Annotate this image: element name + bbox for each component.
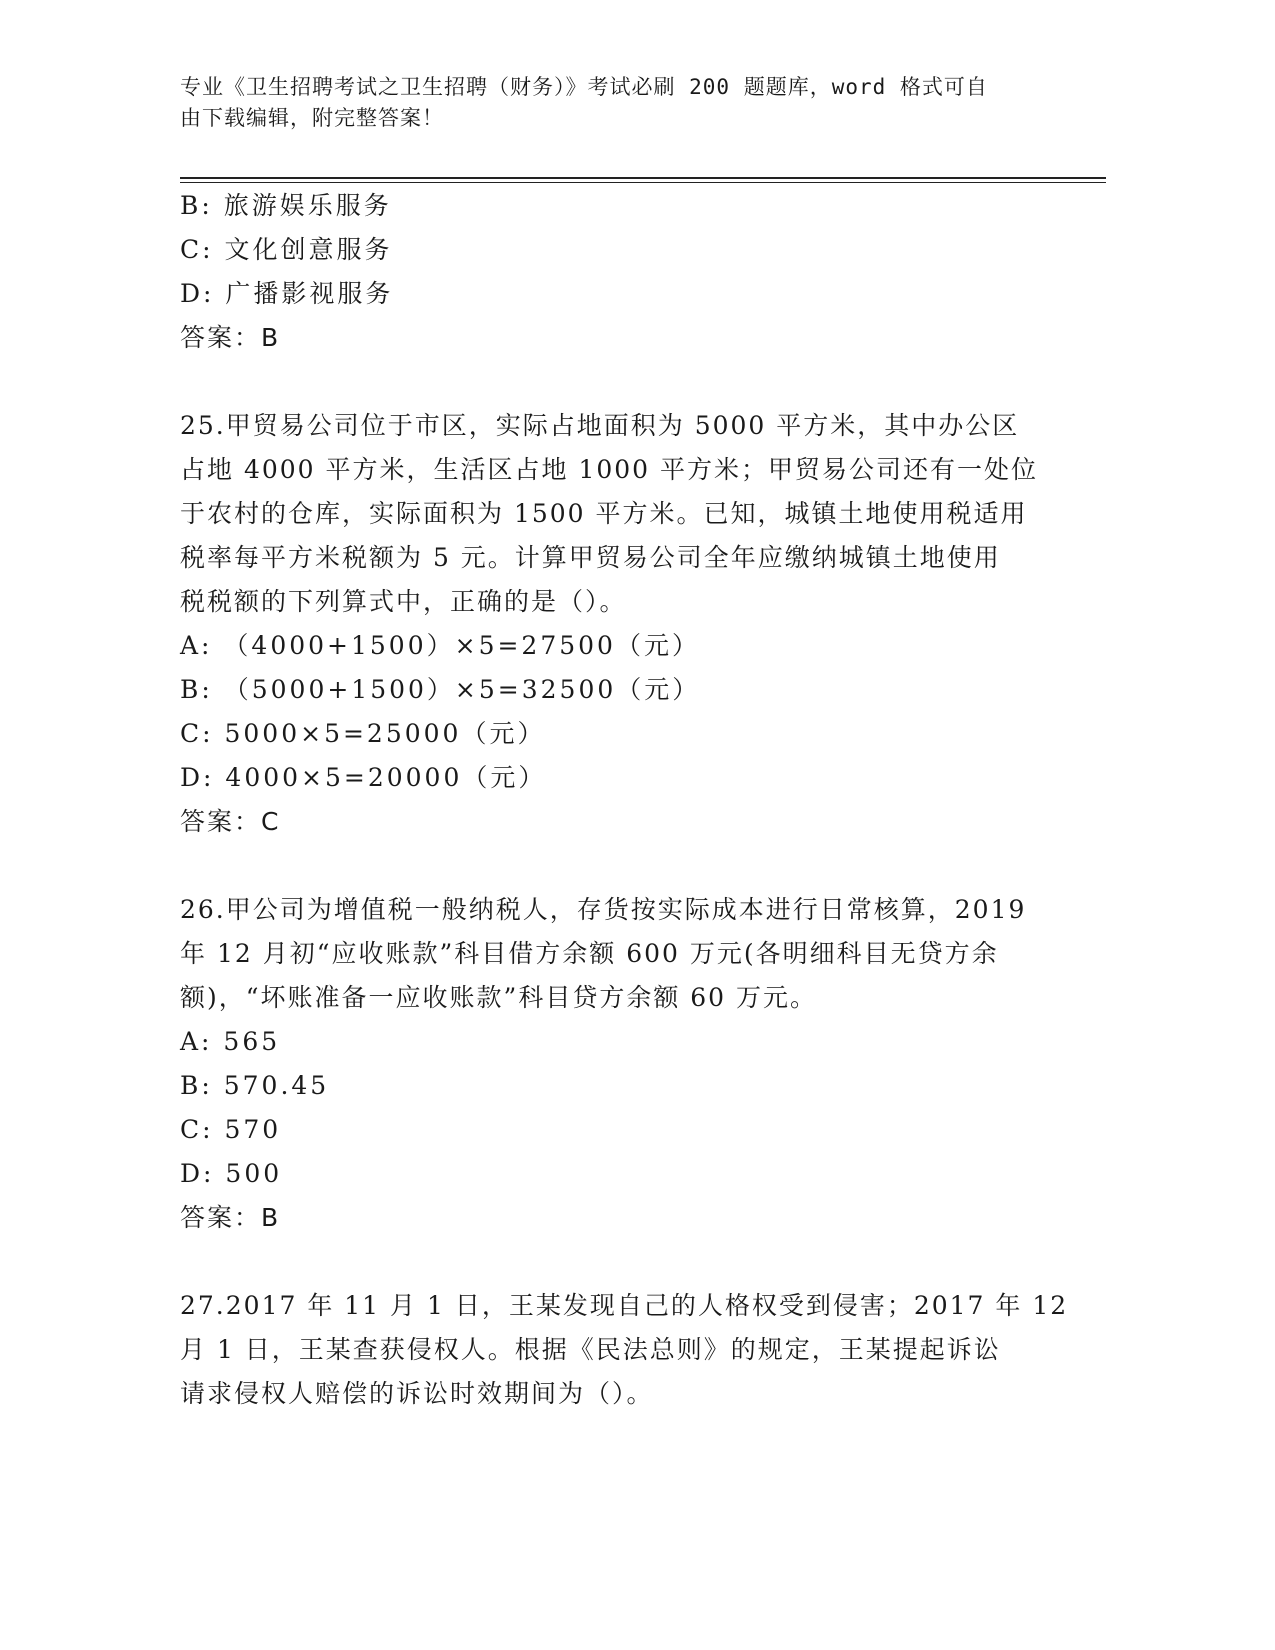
answer-line: 答案：B	[180, 1203, 281, 1232]
option-d: D: 广播影视服务	[180, 279, 394, 308]
option-b: B: （5000+1500）×5=32500（元）	[180, 675, 701, 704]
question-text-line: 25.甲贸易公司位于市区，实际占地面积为 5000 平方米，其中办公区	[180, 411, 1020, 440]
option-c: C: 文化创意服务	[180, 235, 393, 264]
option-a: A: （4000+1500）×5=27500（元）	[180, 631, 700, 660]
question-24-continued	[180, 184, 1030, 360]
question-25	[180, 404, 1039, 844]
document-body	[180, 184, 1069, 1416]
question-text-line: 请求侵权人赔偿的诉讼时效期间为（）。	[180, 1379, 654, 1408]
header-line-2: 由下载编辑，附完整答案！	[180, 106, 444, 130]
question-text-line: 税税额的下列算式中，正确的是（）。	[180, 587, 627, 616]
header-line-1: 专业《卫生招聘考试之卫生招聘（财务）》考试必刷 200 题题库，word 格式可自	[180, 75, 988, 99]
question-26	[180, 888, 1030, 1240]
option-d: D: 500	[180, 1159, 283, 1188]
option-c: C: 5000×5=25000（元）	[180, 719, 546, 748]
option-a: A: 565	[180, 1027, 281, 1056]
spacer	[180, 1240, 1030, 1284]
option-d: D: 4000×5=20000（元）	[180, 763, 547, 792]
question-text-line: 于农村的仓库，实际面积为 1500 平方米。已知，城镇土地使用税适用	[180, 499, 1028, 528]
question-text-line: 占地 4000 平方米，生活区占地 1000 平方米；甲贸易公司还有一处位	[180, 455, 1039, 484]
header-divider-thick	[180, 177, 1106, 179]
document-header	[180, 72, 1050, 134]
answer-line: 答案：B	[180, 323, 281, 352]
question-text-line: 额)，“坏账准备一应收账款”科目贷方余额 60 万元。	[180, 983, 818, 1012]
question-text-line: 26.甲公司为增值税一般纳税人，存货按实际成本进行日常核算，2019	[180, 895, 1027, 924]
spacer	[180, 360, 1030, 404]
spacer	[180, 844, 1030, 888]
question-text-line: 税率每平方米税额为 5 元。计算甲贸易公司全年应缴纳城镇土地使用	[180, 543, 1001, 572]
question-text-line: 年 12 月初“应收账款”科目借方余额 600 万元(各明细科目无贷方余	[180, 939, 999, 968]
option-b: B: 旅游娱乐服务	[180, 191, 392, 220]
question-text-line: 27.2017 年 11 月 1 日，王某发现自己的人格权受到侵害；2017 年 12	[180, 1291, 1069, 1320]
question-text-line: 月 1 日，王某查获侵权人。根据《民法总则》的规定，王某提起诉讼	[180, 1335, 1001, 1364]
option-b: B: 570.45	[180, 1071, 330, 1100]
option-c: C: 570	[180, 1115, 282, 1144]
header-divider-thin	[180, 182, 1106, 183]
answer-line: 答案：C	[180, 807, 281, 836]
question-27	[180, 1284, 1069, 1416]
